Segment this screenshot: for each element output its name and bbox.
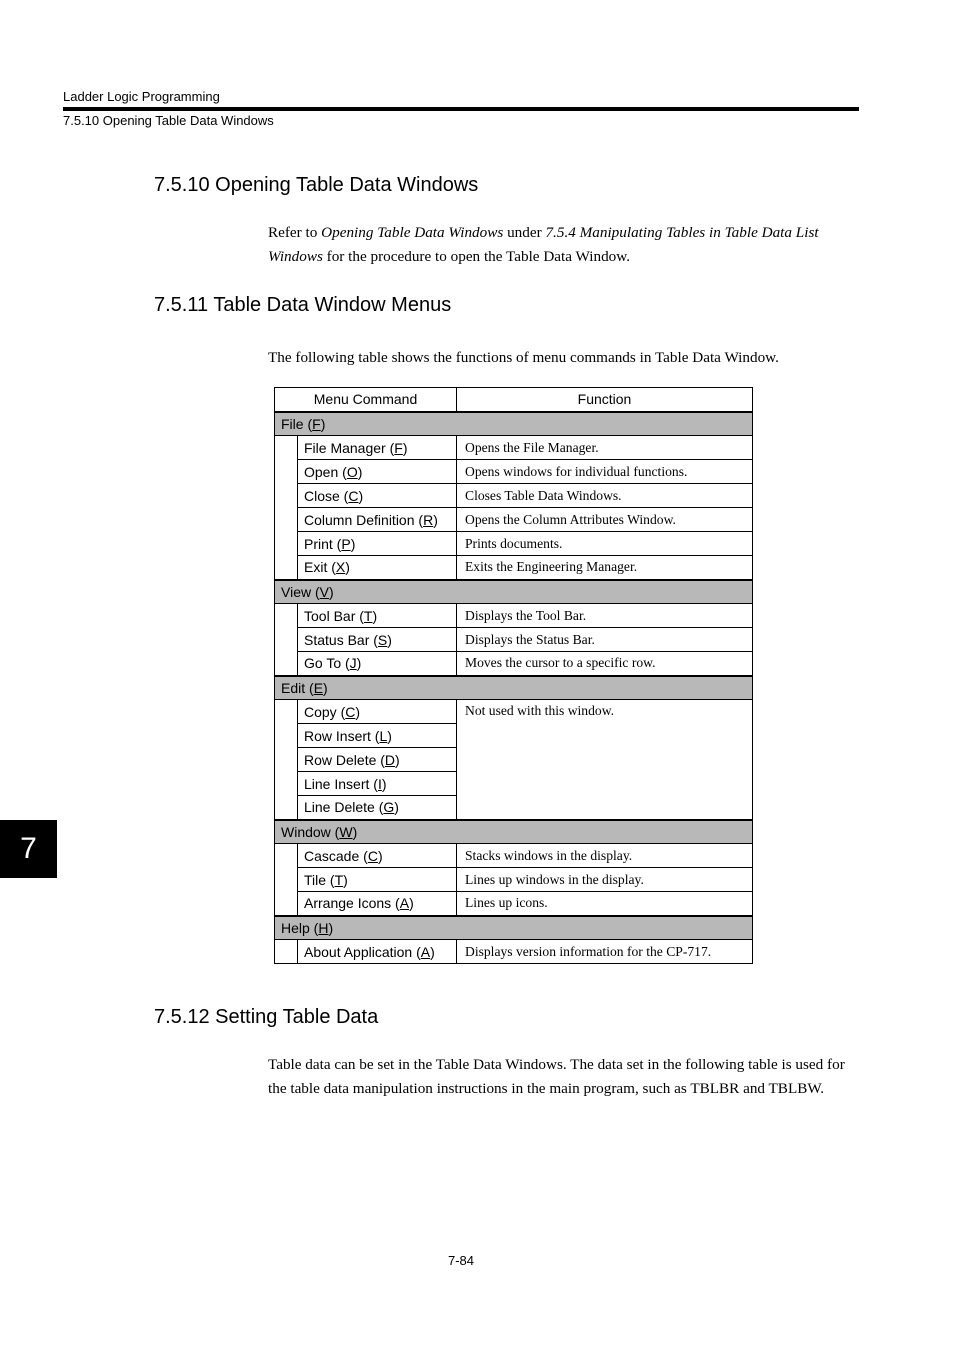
indent-cell <box>275 844 298 868</box>
indent-cell <box>275 556 298 580</box>
menu-item-row <box>275 940 753 964</box>
menu-command-cell: Open (O) <box>298 460 457 484</box>
indent-cell <box>275 724 298 748</box>
section-heading-7-5-11: 7.5.11 Table Data Window Menus <box>154 294 452 316</box>
indent-cell <box>275 508 298 532</box>
indent-cell <box>275 868 298 892</box>
menu-command-cell: Status Bar (S) <box>298 628 457 652</box>
menu-group-row <box>275 676 753 700</box>
indent-cell <box>275 460 298 484</box>
indent-cell <box>275 892 298 916</box>
indent-cell <box>275 748 298 772</box>
menu-command-cell: Row Delete (D) <box>298 748 457 772</box>
indent-cell <box>275 772 298 796</box>
indent-cell <box>275 796 298 820</box>
indent-cell <box>275 604 298 628</box>
menu-function-cell: Prints documents. <box>457 532 753 556</box>
menu-command-cell: Arrange Icons (A) <box>298 892 457 916</box>
menu-command-cell: Row Insert (L) <box>298 724 457 748</box>
menu-command-cell: Copy (C) <box>298 700 457 724</box>
menu-item-row <box>275 460 753 484</box>
menu-command-cell: Print (P) <box>298 532 457 556</box>
menu-function-cell: Moves the cursor to a specific row. <box>457 652 753 676</box>
column-header-function: Function <box>457 388 753 412</box>
menu-item-row <box>275 628 753 652</box>
menu-function-cell: Displays version information for the CP-717. <box>457 940 753 964</box>
menu-function-cell: Displays the Status Bar. <box>457 628 753 652</box>
menu-group-row <box>275 580 753 604</box>
section-heading-7-5-12: 7.5.12 Setting Table Data <box>154 1006 379 1028</box>
menu-command-cell: Close (C) <box>298 484 457 508</box>
menu-function-cell: Opens the Column Attributes Window. <box>457 508 753 532</box>
menu-item-row <box>275 508 753 532</box>
table-header-row <box>275 388 753 412</box>
menu-function-cell: Displays the Tool Bar. <box>457 604 753 628</box>
header-rule <box>63 107 859 111</box>
menu-command-cell: Line Delete (G) <box>298 796 457 820</box>
menu-group-row <box>275 820 753 844</box>
menu-group-label: Edit (E) <box>275 676 753 700</box>
section-7-5-11-paragraph: The following table shows the functions of menu commands in Table Data Window. <box>268 349 779 366</box>
running-header-subtitle: 7.5.10 Opening Table Data Windows <box>63 113 274 128</box>
menu-function-cell: Lines up icons. <box>457 892 753 916</box>
menu-command-cell: Go To (J) <box>298 652 457 676</box>
indent-cell <box>275 940 298 964</box>
menu-function-cell: Opens windows for individual functions. <box>457 460 753 484</box>
indent-cell <box>275 436 298 460</box>
section-heading-7-5-10: 7.5.10 Opening Table Data Windows <box>154 174 479 196</box>
menu-function-cell: Closes Table Data Windows. <box>457 484 753 508</box>
menu-function-cell: Exits the Engineering Manager. <box>457 556 753 580</box>
menu-group-label: Window (W) <box>275 820 753 844</box>
running-header-title: Ladder Logic Programming <box>63 89 220 104</box>
indent-cell <box>275 628 298 652</box>
menu-item-row <box>275 892 753 916</box>
menu-item-row <box>275 532 753 556</box>
section-7-5-12-paragraph: Table data can be set in the Table Data Windows. The data set in the following table is used for the table data manipulation instructions in the main program, such as TBLBR and TBLBW. <box>268 1056 845 1097</box>
menu-item-row <box>275 484 753 508</box>
menu-command-cell: Exit (X) <box>298 556 457 580</box>
menu-item-row <box>275 868 753 892</box>
menu-command-table <box>274 387 753 964</box>
menu-command-cell: Tool Bar (T) <box>298 604 457 628</box>
indent-cell <box>275 652 298 676</box>
menu-function-cell: Not used with this window. <box>457 700 753 820</box>
menu-item-row <box>275 436 753 460</box>
menu-item-row <box>275 556 753 580</box>
menu-item-row <box>275 652 753 676</box>
menu-command-cell: Column Definition (R) <box>298 508 457 532</box>
menu-command-cell: Tile (T) <box>298 868 457 892</box>
indent-cell <box>275 700 298 724</box>
menu-command-cell: File Manager (F) <box>298 436 457 460</box>
menu-function-cell: Stacks windows in the display. <box>457 844 753 868</box>
indent-cell <box>275 484 298 508</box>
menu-command-cell: Line Insert (I) <box>298 772 457 796</box>
chapter-tab: 7 <box>0 820 57 878</box>
menu-group-label: Help (H) <box>275 916 753 940</box>
menu-command-cell: About Application (A) <box>298 940 457 964</box>
indent-cell <box>275 532 298 556</box>
menu-group-row <box>275 412 753 436</box>
menu-group-row <box>275 916 753 940</box>
menu-group-label: View (V) <box>275 580 753 604</box>
menu-item-row <box>275 700 753 724</box>
menu-command-cell: Cascade (C) <box>298 844 457 868</box>
page-number: 7-84 <box>448 1253 475 1268</box>
menu-group-label: File (F) <box>275 412 753 436</box>
menu-function-cell: Opens the File Manager. <box>457 436 753 460</box>
menu-item-row <box>275 844 753 868</box>
section-7-5-10-paragraph: Refer to Opening Table Data Windows under 7.5.4 Manipulating Tables in Table Data List Windows for the procedure to open the Table Data Window. <box>268 224 819 265</box>
menu-item-row <box>275 604 753 628</box>
column-header-command: Menu Command <box>275 388 457 412</box>
menu-function-cell: Lines up windows in the display. <box>457 868 753 892</box>
